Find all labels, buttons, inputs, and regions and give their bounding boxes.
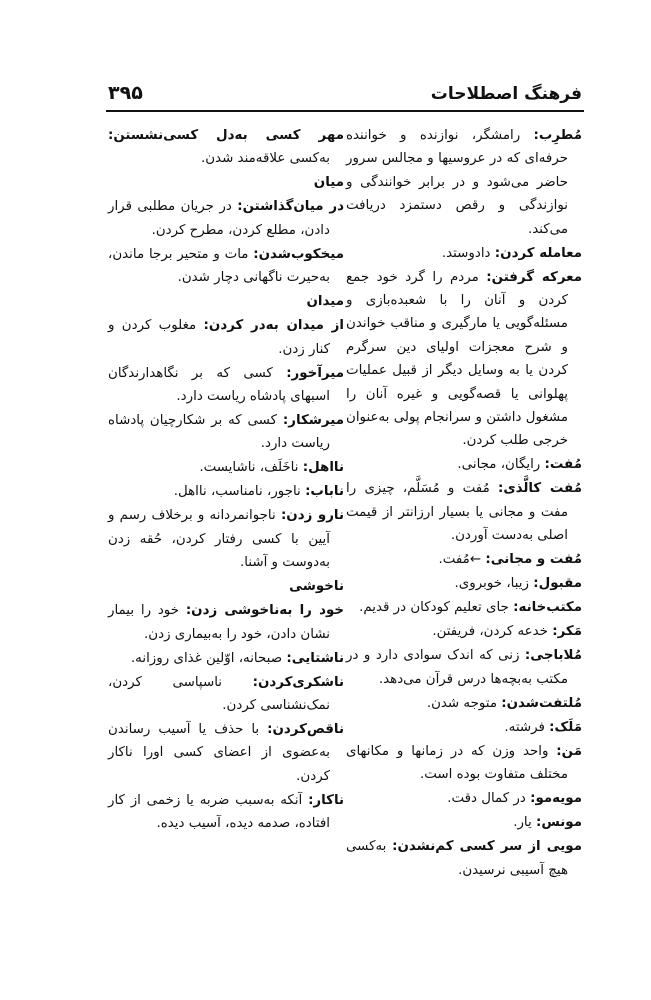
entry-definition: آنکه به‌سبب ضربه یا زخمی از کار افتاده، صدمه دیده، آسیب دیده. [108, 792, 330, 832]
glossary-entry [108, 409, 344, 456]
entry-headword: مقبول: [533, 576, 582, 592]
glossary-entry [346, 477, 582, 547]
entry-definition: در کمال دقت. [447, 791, 526, 807]
entry-headword: مُلتفت‌شدن: [501, 695, 582, 711]
glossary-entry [346, 835, 582, 882]
entry-headword: مُطرِب: [533, 128, 582, 143]
entry-headword: مویی از سر کسی کم‌نشدن: [392, 839, 582, 855]
entry-headword: میخکوب‌شدن: [253, 246, 344, 262]
glossary-entry [346, 453, 582, 476]
entry-headword: مُفت کالَّذی: [498, 481, 582, 497]
section-heading: میدان [306, 294, 344, 310]
entry-headword: مونس: [536, 815, 582, 831]
entry-headword: در میان‌گذاشتن: [237, 199, 344, 215]
entry-definition: ناجوانمردانه و برخلاف رسم و آیین با کسی رفتار کردن، حُقه زدن به‌دوست و آشنا. [108, 508, 330, 571]
entry-definition: خدعه کردن، فریفتن. [432, 624, 548, 640]
glossary-entry [346, 692, 582, 715]
glossary-entry [108, 480, 344, 503]
glossary-entry [108, 124, 344, 171]
entry-headword: مُفت و مجانی: [485, 552, 582, 568]
glossary-entry [346, 716, 582, 739]
entry-definition: صبحانه، اوّلین غذای روزانه. [130, 650, 283, 666]
entry-headword: مُفت: [544, 457, 582, 473]
entry-definition: مُفت و مُسَلَّم، چیزی را مفت و مجانی یا بسیار ارزانتر از قیمت اصلی به‌دست آوردن. [346, 481, 568, 544]
glossary-entry [108, 314, 344, 361]
entry-definition: به‌کسی هیچ آسیبی نرسیدن. [346, 839, 568, 878]
glossary-entry [108, 671, 344, 718]
glossary-entry [108, 456, 344, 479]
glossary-entry [346, 124, 582, 241]
glossary-entry [346, 266, 582, 453]
entry-headword: ناشکری‌کردن: [252, 674, 344, 690]
entry-definition: رایگان، مجانی. [457, 457, 541, 473]
glossary-entry [108, 195, 344, 242]
entry-headword: ناباب: [305, 484, 344, 500]
glossary-entry [108, 504, 344, 574]
left-column [108, 124, 344, 836]
glossary-entry [346, 644, 582, 691]
entry-definition: مات و متحیر برجا ماندن، به‌حیرت ناگهانی دچار شدن. [108, 246, 330, 286]
entry-definition: دادوستد. [441, 245, 491, 261]
entry-definition: رامشگر، نوازنده و خواننده حرفه‌ای که در عروسیها و مجالس سرور حاضر می‌شود و در برابر خوانندگی و نوازندگی و رقص دستمزد دریافت می‌کند. [346, 128, 568, 237]
header-rule [106, 110, 584, 112]
entry-definition: با حذف یا آسیب رساندن به‌عضوی از اعضای کسی اورا ناکار کردن. [108, 722, 330, 784]
entry-headword: نارو زدن: [280, 508, 344, 524]
glossary-entry [108, 599, 344, 646]
entry-headword: میرآخور: [286, 365, 344, 381]
entry-definition: زیبا، خوبروی. [454, 576, 529, 592]
glossary-entry [346, 548, 582, 571]
entry-headword: مَن: [556, 743, 582, 759]
entry-definition: ناسپاسی کردن، نمک‌نشناسی کردن. [108, 674, 330, 714]
entry-headword: ناقص‌کردن: [267, 722, 344, 738]
glossary-entry [108, 789, 344, 836]
entry-definition: مغلوب کردن و کنار زدن. [108, 318, 330, 357]
glossary-entry [346, 787, 582, 810]
entry-headword: معرکه گرفتن: [486, 269, 582, 285]
entry-headword: ناشتایی: [286, 650, 344, 666]
entry-definition: یار. [513, 815, 532, 831]
entry-headword: مَلَک: [549, 719, 582, 735]
entry-headword: مهر کسی به‌دل کسی‌نشستن: [108, 128, 344, 143]
running-title: فرهنگ اصطلاحات [430, 84, 582, 104]
entry-headword: مَکر: [552, 624, 582, 640]
section-heading: میان [313, 175, 344, 191]
entry-headword: ناکار: [308, 792, 344, 808]
glossary-entry [108, 718, 344, 788]
glossary-entry [346, 740, 582, 787]
entry-definition: کسی که بر شکارچیان پادشاه ریاست دارد. [108, 413, 330, 452]
entry-headword: معامله کردن: [494, 245, 582, 261]
glossary-entry [346, 242, 582, 265]
entry-definition: ←مُفت. [438, 552, 482, 568]
glossary-entry [346, 572, 582, 595]
entry-headword: مویه‌مو: [530, 791, 582, 807]
entry-headword: خود را به‌ناخوشی زدن: [185, 603, 344, 619]
right-column [346, 124, 582, 883]
glossary-entry [346, 620, 582, 643]
entry-headword: مُلاباجی: [524, 648, 582, 664]
entry-definition: ناخَلَف، ناشایست. [199, 460, 299, 476]
glossary-entry [346, 596, 582, 619]
entry-headword: از میدان به‌در کردن: [203, 318, 344, 334]
entry-definition: جای تعلیم کودکان در قدیم. [359, 600, 509, 616]
entry-definition: فرشته. [504, 719, 545, 735]
page-header [108, 78, 582, 110]
entry-headword: نااهل: [302, 460, 344, 476]
section-heading: ناخوشی [289, 579, 344, 595]
entry-definition: خود را بیمار نشان دادن، خود را به‌بیماری زدن. [108, 603, 330, 642]
glossary-entry [346, 811, 582, 834]
entry-definition: مردم را گرد خود جمع کردن و آنان را با شعبده‌بازی و مسئله‌گویی یا مارگیری و مناقب خواندن و شرح معجزات اولیای دین سرگرم کردن یا به وسایل دیگر از قبیل عملیات پهلوانی یا قصه‌گویی و غیره آنان را مشغول داشتن و سرانجام پولی به‌عنوان خرجی طلب کردن. [346, 269, 568, 449]
entry-definition: زنی که اندک سوادی دارد و در مکتب به‌بچه‌ها درس قرآن می‌دهد. [346, 648, 568, 687]
glossary-entry [108, 362, 344, 409]
entry-headword: میرشکار: [282, 413, 345, 429]
entry-definition: به‌کسی علاقه‌مند شدن. [200, 151, 330, 167]
glossary-entry [108, 647, 344, 670]
entry-headword: مکتب‌خانه: [513, 600, 582, 616]
glossary-entry [108, 243, 344, 290]
entry-definition: متوجه شدن. [426, 695, 497, 711]
entry-definition: در جریان مطلبی قرار دادن، مطلع کردن، مطرح کردن. [108, 199, 330, 238]
entry-definition: ناجور، نامناسب، نااهل. [173, 484, 301, 500]
entry-definition: واحد وزن که در زمانها و مکانهای مختلف متفاوت بوده است. [346, 743, 568, 783]
page-number: ۳۹۵ [108, 82, 143, 104]
entry-definition: کسی که بر نگاهدارندگان اسبهای پادشاه ریاست دارد. [108, 365, 330, 405]
